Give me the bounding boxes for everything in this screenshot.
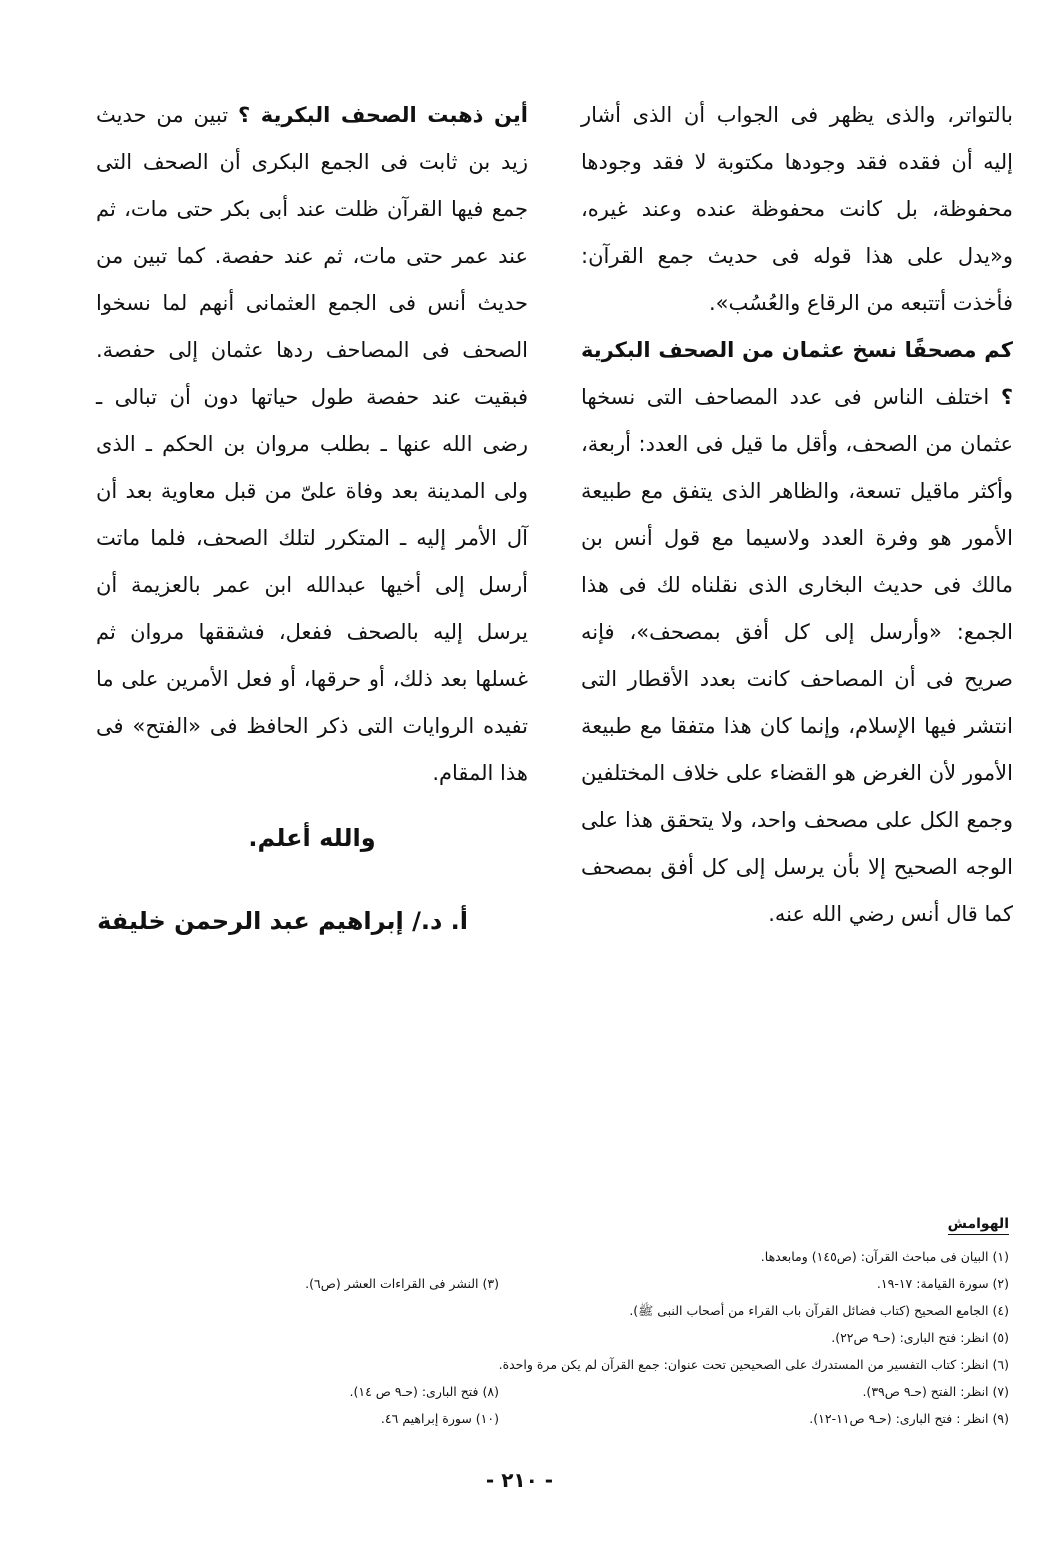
section-heading: أين ذهبت الصحف البكرية ؟ [237, 103, 528, 127]
footnote: (٤) الجامع الصحيح (كتاب فضائل القرآن باب القراء من أصحاب النبى ﷺ). [629, 1303, 1009, 1318]
footnote-row [89, 1297, 1009, 1324]
footnote: (٢) سورة القيامة: ١٧-١٩. [876, 1276, 1009, 1291]
section-heading: كم مصحفًا نسخ عثمان من الصحف البكرية ؟ [581, 338, 1013, 409]
footnote: (٩) انظر : فتح البارى: (حـ٩ ص١١-١٢). [809, 1411, 1009, 1426]
footnote-row [89, 1378, 1009, 1405]
footnote-row [89, 1405, 1009, 1432]
footnote-row [89, 1243, 1009, 1270]
closing-phrase: والله أعلم. [248, 824, 376, 852]
footnote: (٨) فتح البارى: (حـ٩ ص ١٤). [349, 1384, 499, 1399]
footnote-row [89, 1324, 1009, 1351]
footnote: (٧) انظر: الفتح (حـ٩ ص٣٩). [862, 1384, 1009, 1399]
paragraph-text: تبين من حديث زيد بن ثابت فى الجمع البكرى أن الصحف التى جمع فيها القرآن ظلت عند أبى بكر حتى مات، ثم عند عمر حتى مات، ثم عند حفصة. كما تبين من حديث أنس فى الجمع العثمانى أنهم لما نسخوا الصحف فى المصاحف ردها عثمان إلى حفصة. فبقيت عند حفصة طول حياتها دون أن تبالى ـ رضى الله عنها ـ بطلب مروان بن الحكم ـ الذى ولى المدينة بعد وفاة علىّ من قبل معاوية بعد أن آل الأمر إليه ـ المتكرر لتلك الصحف، فلما ماتت أرسل إلى أخيها عبدالله ابن عمر بالعزيمة أن يرسل إليه بالصحف ففعل، فشققها مروان ثم غسلها بعد ذلك، أو حرقها، أو فعل الأمرين على ما تفيده الروايات التى ذكر الحافظ فى «الفتح» فى هذا المقام. [96, 103, 528, 785]
footnote: (١٠) سورة إبراهيم ٤٦. [380, 1411, 499, 1426]
footnotes-title: الهوامش [948, 1214, 1009, 1235]
footnotes [89, 1210, 1009, 1432]
section-paragraph [96, 92, 528, 797]
section-paragraph [581, 327, 1013, 938]
paragraph: بالتواتر، والذى يظهر فى الجواب أن الذى أشار إليه أن فقده فقد وجودها مكتوبة لا فقد وجودها محفوظة، بل كانت محفوظة عنده وعند غيره، و«يدل على هذا قوله فى حديث جمع القرآن: فأخذت أتتبعه من الرقاع والعُسُب». [581, 103, 1013, 315]
footnote-row [89, 1351, 1009, 1378]
page-number: - ٢١٠ - [485, 1468, 554, 1492]
footnote-row [89, 1270, 1009, 1297]
footnote: (٣) النشر فى القراءات العشر (ص٦). [305, 1276, 499, 1291]
left-column [96, 92, 528, 945]
paragraph-text: اختلف الناس فى عدد المصاحف التى نسخها عثمان من الصحف، وأقل ما قيل فى العدد: أربعة، وأكثر ماقيل تسعة، والظاهر الذى يتفق مع طبيعة الأمور هو وفرة العدد ولاسيما مع قول أنس بن مالك فى حديث البخارى الذى نقلناه لك فى هذا الجمع: «وأرسل إلى كل أفق بمصحف»، فإنه صريح فى أن المصاحف كانت بعدد الأقطار التى انتشر فيها الإسلام، وإنما كان هذا متفقا مع طبيعة الأمور لأن الغرض هو القضاء على خلاف المختلفين وجمع الكل على مصحف واحد، ولا يتحقق هذا على الوجه الصحيح إلا بأن يرسل إلى كل أفق بمصحف كما قال أنس رضي الله عنه. [581, 385, 1013, 926]
footnote: (٦) انظر: كتاب التفسير من المستدرك على الصحيحين تحت عنوان: جمع القرآن لم يكن مرة واحدة. [498, 1357, 1009, 1372]
right-column [581, 92, 1013, 938]
author-signature: أ. د./ إبراهيم عبد الرحمن خليفة [97, 907, 468, 935]
footnote: (٥) انظر: فتح البارى: (حـ٩ ص٢٢). [831, 1330, 1009, 1345]
footnote: (١) البيان فى مباحث القرآن: (ص١٤٥) ومابعدها. [760, 1249, 1009, 1264]
